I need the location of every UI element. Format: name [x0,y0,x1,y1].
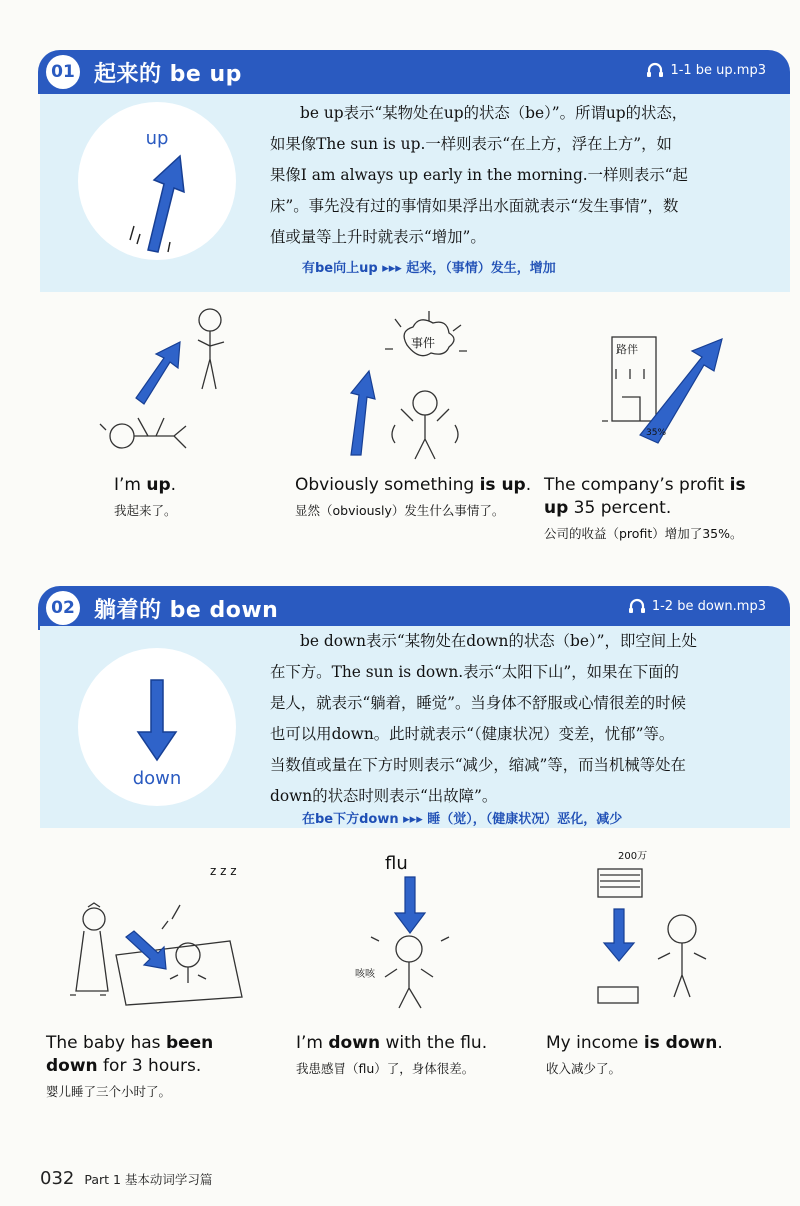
headphones-icon [646,62,664,78]
zzz-label: z z z [210,864,237,878]
example-chinese: 我患感冒（flu）了，身体很差。 [296,1061,475,1076]
illustration-profit-up [600,325,740,455]
part-title: Part 1 基本动词学习篇 [84,1172,213,1187]
audio-filename: 1-1 be up.mp3 [670,62,766,78]
illustration-income-down [590,845,730,1015]
section-header-be-down [38,586,790,630]
example-english: I’m up. [114,475,177,495]
up-arrow-icon [108,152,208,256]
explanation-text [270,626,770,812]
example-english: Obviously something is up. [295,475,532,495]
example-1-3 [544,474,774,544]
explanation-line: 是人，就表示“躺着，睡觉”。当身体不舒服或心情很差的时候 [270,694,686,712]
audio-track[interactable] [646,62,766,78]
explanation-line: down的状态时则表示“出故障”。 [270,787,498,805]
event-label: 事件 [411,336,436,350]
page-footer [40,1168,212,1189]
section-title: 躺着的 be down [94,597,279,623]
example-english: I’m down with the flu. [296,1033,488,1053]
illustration-waking-up [90,300,260,470]
audio-filename: 1-2 be down.mp3 [651,598,766,614]
explanation-line: be up表示“某物处在up的状态（be）”。所谓up的状态， [300,104,688,122]
circle-label: up [145,128,169,149]
example-english: The company’s profit is up 35 percent. [544,475,746,518]
illustration-baby-sleeping [60,845,260,1020]
example-2-3 [546,1032,766,1079]
concept-circle-down [78,648,236,806]
explanation-line: 也可以用down。此时就表示“（健康状况）变差，忧郁”等。 [270,725,675,743]
illustration-something-up [345,305,505,475]
explanation-line: 果像I am always up early in the morning.一样则表示“起 [270,166,688,184]
explanation-line: be down表示“某物处在down的状态（be）”，即空间上处 [300,632,697,650]
example-chinese: 公司的收益（profit）增加了35%。 [544,526,743,541]
road-sign-label: 路伴 [616,343,638,356]
section-number-badge: 02 [46,591,80,625]
example-1-1 [114,474,284,521]
explanation-line: 在下方。The sun is down.表示“太阳下山”，如果在下面的 [270,663,679,681]
flu-label: flu [385,853,408,874]
page-number: 032 [40,1168,75,1189]
example-english: My income is down. [546,1033,723,1053]
explanation-line: 床”。事先没有过的事情如果浮出水面就表示“发生事情”，数 [270,197,679,215]
percent-label: 35% [646,428,667,438]
example-english: The baby has been down for 3 hours. [46,1033,214,1076]
concept-circle-up [78,102,236,260]
audio-track[interactable] [628,598,766,614]
example-2-1 [46,1032,231,1102]
section-title: 起来的 be up [94,61,242,87]
down-arrow-icon [132,678,182,762]
example-2-2 [296,1032,526,1079]
explanation-line: 值或量等上升时就表示“增加”。 [270,228,486,246]
explanation-box-be-down [40,626,790,828]
example-chinese: 我起来了。 [114,503,177,518]
headphones-icon [628,598,646,614]
money-label: 200万 [618,851,648,862]
explanation-text [270,98,770,253]
section-number-badge: 01 [46,55,80,89]
explanation-box-be-up [40,94,790,292]
example-1-2 [295,474,540,521]
meaning-summary: 在be下方down ▸▸▸ 睡（觉），（健康状况）恶化，减少 [302,812,623,827]
section-header-be-up [38,50,790,94]
explanation-line: 如果像The sun is up.一样则表示“在上方，浮在上方”，如 [270,135,672,153]
example-chinese: 婴儿睡了三个小时了。 [46,1084,172,1099]
example-chinese: 收入减少了。 [546,1061,622,1076]
cough-label: 咳咳 [355,969,375,980]
circle-label: down [132,768,182,789]
illustration-flu [345,845,485,1020]
explanation-line: 当数值或量在下方时则表示“减少，缩减”等，而当机械等处在 [270,756,686,774]
example-chinese: 显然（obviously）发生什么事情了。 [295,503,505,518]
meaning-summary: 有be向上up ▸▸▸ 起来，（事情）发生，增加 [302,261,556,276]
